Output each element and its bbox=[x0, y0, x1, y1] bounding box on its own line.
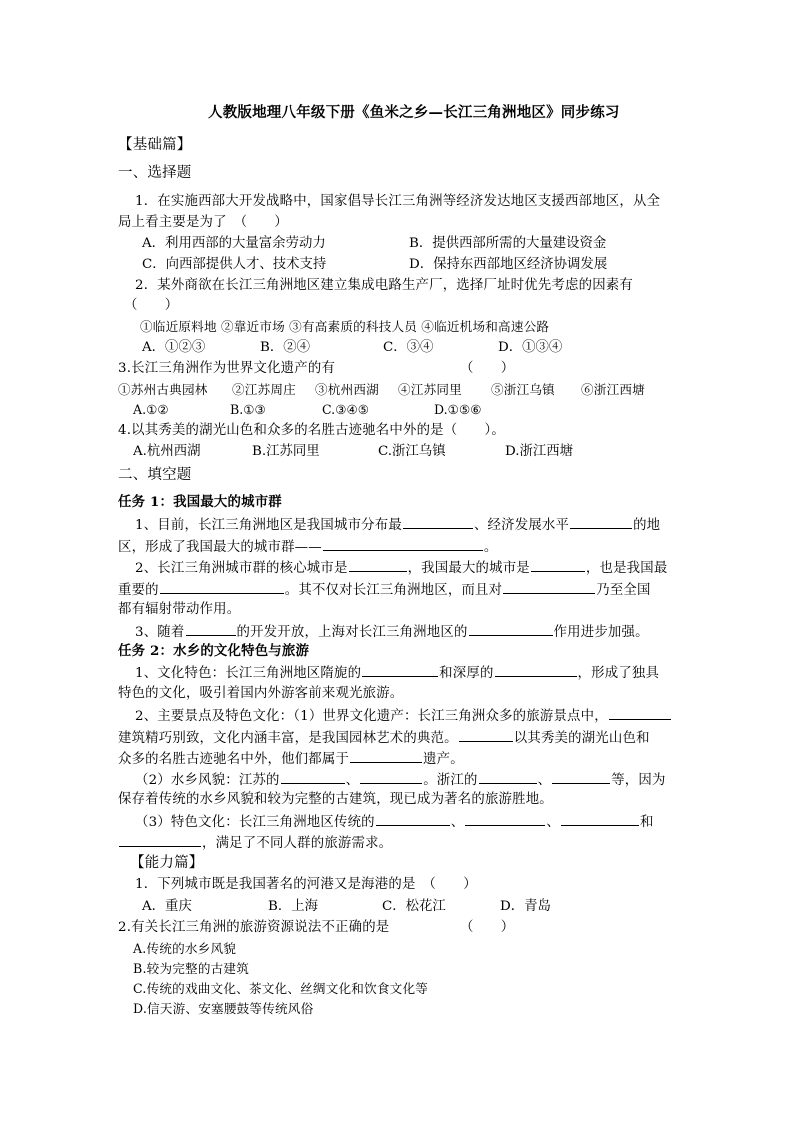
g2-blank-1[interactable] bbox=[609, 706, 671, 720]
ability-q2-option-a: A.传统的水乡风貌 bbox=[133, 941, 237, 956]
fill2-blank-4[interactable] bbox=[503, 580, 595, 594]
fill2-line3: 都有辐射带动作用。 bbox=[118, 602, 241, 617]
g3-blank-4[interactable] bbox=[552, 770, 610, 784]
ability-q1-option-b: B．上海 bbox=[268, 899, 319, 914]
ability-q2-option-c: C.传统的戏曲文化、茶文化、丝绸文化和饮食文化等 bbox=[133, 981, 429, 996]
fill2-line2: 重要的 。其不仅对长江三角洲地区，而且对 乃至全国 bbox=[118, 580, 651, 600]
q3-item-6: ⑥浙江西塘 bbox=[581, 382, 645, 397]
ability-section-header: 【能力篇】 bbox=[130, 855, 204, 871]
g4-blank-1[interactable] bbox=[376, 812, 450, 826]
fill3-line1: 3、随着 的开发开放，上海对长江三角洲地区的 作用进步加强。 bbox=[135, 622, 649, 642]
g3-blank-2[interactable] bbox=[360, 770, 422, 784]
q1-stem-line1: 1．在实施西部大开发战略中，国家倡导长江三角洲等经济发达地区支援西部地区，从全 bbox=[135, 194, 661, 209]
g4-line1: （3）特色文化：长江三角洲地区传统的 、 、 和 bbox=[135, 812, 654, 832]
q3-item-5: ⑤浙江乌镇 bbox=[491, 382, 555, 397]
q3-option-d: D.①⑤⑥ bbox=[434, 402, 482, 417]
ability-q2-option-d: D.信天游、安塞腰鼓等传统风俗 bbox=[133, 1001, 314, 1016]
q4-stem: 4.以其秀美的湖光山色和众多的名胜古迹驰名中外的是（ ）。 bbox=[118, 423, 506, 438]
fill2-blank-2[interactable] bbox=[531, 558, 585, 572]
g4-blank-2[interactable] bbox=[465, 812, 545, 826]
q4-option-a: A.杭州西湖 bbox=[133, 444, 201, 459]
g2-line1: 2、主要景点及特色文化：（1）世界文化遗产：长江三角洲众多的旅游景点中， bbox=[135, 706, 672, 726]
q1-option-b: B．提供西部所需的大量建设资金 bbox=[409, 236, 607, 251]
q2-stem-line1: 2．某外商欲在长江三角洲地区建立集成电路生产厂，选择厂址时优先考虑的因素有 bbox=[135, 278, 633, 293]
ability-q2-stem: 2.有关长江三角洲的旅游资源说法不正确的是 bbox=[118, 920, 390, 935]
ability-q2-paren: （ ） bbox=[460, 920, 515, 935]
fill1-line1: 1、目前，长江三角洲地区是我国城市分布最 、经济发展水平 的地 bbox=[135, 515, 660, 535]
g4-blank-4[interactable] bbox=[119, 833, 201, 847]
task1-heading: 任务 1：我国最大的城市群 bbox=[118, 494, 282, 510]
page-title: 人教版地理八年级下册《鱼米之乡—长江三角洲地区》同步练习 bbox=[208, 104, 620, 121]
q4-option-d: D.浙江西塘 bbox=[505, 444, 574, 459]
g2-blank-2[interactable] bbox=[459, 728, 513, 742]
q2-option-b: B．②④ bbox=[260, 340, 311, 355]
q1-stem-line2: 局上看主要是为了 （ ） bbox=[118, 215, 288, 230]
q3-item-2: ②江苏周庄 bbox=[232, 382, 296, 397]
ability-q1-option-d: D．青岛 bbox=[500, 899, 551, 914]
g2-line3: 众多的名胜古迹驰名中外，他们都属于 遗产。 bbox=[118, 749, 464, 769]
ability-q1-option-a: A．重庆 bbox=[142, 899, 192, 914]
q3-item-1: ①苏州古典园林 bbox=[118, 382, 208, 397]
g1-blank-1[interactable] bbox=[362, 663, 438, 677]
g2-blank-3[interactable] bbox=[350, 749, 422, 763]
fill2-blank-1[interactable] bbox=[349, 558, 407, 572]
q3-option-c: C.③④⑤ bbox=[322, 402, 370, 417]
q2-option-c: C．③④ bbox=[383, 340, 434, 355]
basic-section-header: 【基础篇】 bbox=[118, 137, 192, 153]
q1-option-a: A．利用西部的大量富余劳动力 bbox=[142, 236, 326, 251]
g1-line1: 1、文化特色：长江三角洲地区隋旎的 和深厚的 ，形成了独具 bbox=[135, 663, 659, 683]
multiple-choice-heading: 一、选择题 bbox=[118, 165, 192, 181]
ability-q1-option-c: C．松花江 bbox=[382, 899, 446, 914]
q3-option-b: B.①③ bbox=[230, 402, 266, 417]
g3-blank-1[interactable] bbox=[281, 770, 345, 784]
fill2-line1: 2、长江三角洲城市群的核心城市是 ，我国最大的城市是 ，也是我国最 bbox=[135, 558, 667, 578]
fill1-blank-2[interactable] bbox=[570, 515, 632, 529]
g3-blank-3[interactable] bbox=[479, 770, 537, 784]
q2-factors: ①临近原料地 ②靠近市场 ③有高素质的科技人员 ④临近机场和高速公路 bbox=[140, 319, 550, 334]
task2-heading: 任务 2：水乡的文化特色与旅游 bbox=[118, 643, 310, 659]
q3-item-3: ③杭州西湖 bbox=[315, 382, 379, 397]
fill1-line2: 区，形成了我国最大的城市群—— 。 bbox=[118, 537, 497, 557]
q3-item-4: ④江苏同里 bbox=[398, 382, 462, 397]
q4-option-c: C.浙江乌镇 bbox=[378, 444, 446, 459]
ability-q2-option-b: B.较为完整的古建筑 bbox=[133, 961, 250, 976]
fill3-blank-2[interactable] bbox=[469, 622, 553, 636]
q1-option-d: D．保持东西部地区经济协调发展 bbox=[409, 257, 608, 272]
g3-line1: （2）水乡风貌：江苏的 、 。浙江的 、 等，因为 bbox=[135, 770, 666, 790]
g3-line2: 保存着传统的水乡风貌和较为完整的古建筑，现已成为著名的旅游胜地。 bbox=[118, 792, 553, 807]
g2-line2: 建筑精巧别致，文化内涵丰富，是我国园林艺术的典范。 以其秀美的湖光山色和 bbox=[118, 728, 650, 748]
q2-stem-line2: （ ） bbox=[124, 298, 179, 313]
q3-option-a: A.①② bbox=[133, 402, 169, 417]
q2-option-d: D．①③④ bbox=[498, 340, 563, 355]
fill3-blank-1[interactable] bbox=[186, 622, 236, 636]
q2-option-a: A．①②③ bbox=[142, 340, 206, 355]
g4-line2: ，满足了不同人群的旅游需求。 bbox=[118, 833, 392, 853]
fill-in-heading: 二、填空题 bbox=[118, 467, 192, 483]
fill1-blank-3[interactable] bbox=[323, 537, 483, 551]
q4-option-b: B.江苏同里 bbox=[252, 444, 320, 459]
q1-option-c: C．向西部提供人才、技术支持 bbox=[142, 257, 327, 272]
q3-stem: 3.长江三角洲作为世界文化遗产的有 bbox=[118, 361, 336, 376]
fill2-blank-3[interactable] bbox=[160, 580, 284, 594]
fill1-blank-1[interactable] bbox=[403, 515, 473, 529]
g4-blank-3[interactable] bbox=[561, 812, 639, 826]
g1-line2: 特色的文化，吸引着国内外游客前来观光旅游。 bbox=[118, 686, 404, 701]
q3-paren: （ ） bbox=[460, 361, 515, 376]
g1-blank-2[interactable] bbox=[495, 663, 577, 677]
ability-q1-stem: 1．下列城市既是我国著名的河港又是海港的是 （ ） bbox=[135, 877, 477, 892]
